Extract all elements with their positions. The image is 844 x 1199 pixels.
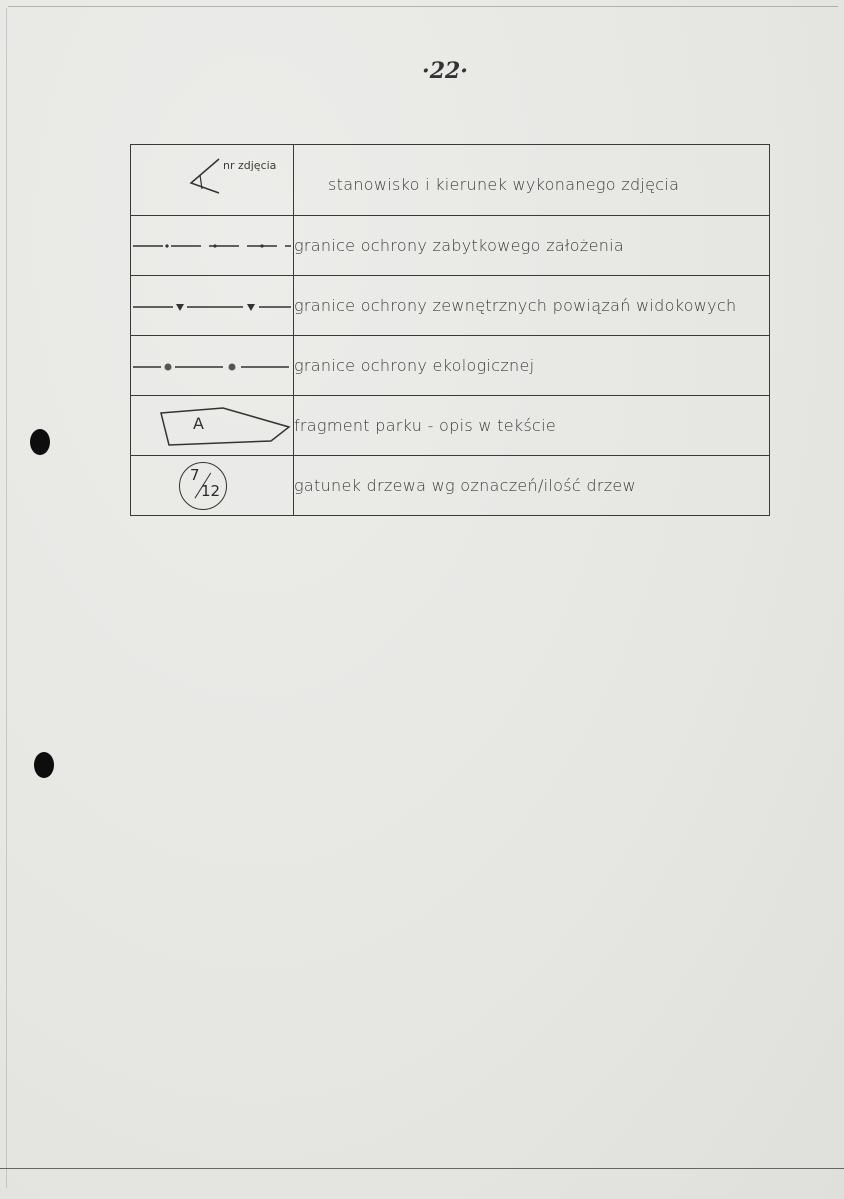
- legend-description: granice ochrony ekologicznej: [294, 336, 770, 396]
- legend-description: gatunek drzewa wg oznaczeń/ilość drzew: [294, 456, 770, 516]
- tree-circle-symbol: [131, 456, 294, 516]
- polygon-icon: [131, 397, 293, 455]
- dash-dot-line-symbol: [131, 216, 294, 276]
- legend-row-view-boundary: [131, 276, 770, 336]
- triangle-dash-line-symbol: [131, 276, 294, 336]
- legend-row-tree-species: [131, 456, 770, 516]
- page-left-edge: [6, 8, 7, 1188]
- page-bottom-rule: [0, 1168, 844, 1169]
- legend-table: [130, 144, 770, 516]
- legend-description: granice ochrony zabytkowego założenia: [294, 216, 770, 276]
- legend-description: stanowisko i kierunek wykonanego zdjęcia: [294, 145, 770, 216]
- legend-row-ecological-boundary: [131, 336, 770, 396]
- legend-row-park-fragment: [131, 396, 770, 456]
- punch-hole-upper: [30, 429, 50, 455]
- photo-number-label: nr zdjęcia: [223, 159, 277, 172]
- dash-dot-line-icon: [131, 217, 293, 275]
- legend-row-heritage-boundary: [131, 216, 770, 276]
- photo-viewpoint-symbol: [131, 145, 294, 216]
- punch-hole-lower: [34, 752, 54, 778]
- tree-species-number: 7: [190, 466, 200, 484]
- legend-description: fragment parku - opis w tekście: [294, 396, 770, 456]
- page-number: ·22·: [422, 58, 468, 84]
- legend-description: granice ochrony zewnętrznych powiązań widokowych: [294, 276, 770, 336]
- tree-count-number: 12: [201, 482, 221, 500]
- triangle-line-icon: [131, 277, 293, 335]
- circle-dash-line-symbol: [131, 336, 294, 396]
- park-fragment-symbol: [131, 396, 294, 456]
- tree-circle-icon: [179, 462, 227, 510]
- fragment-letter: A: [193, 414, 204, 433]
- legend-row-photo: [131, 145, 770, 216]
- page-top-edge: [8, 6, 838, 7]
- circle-line-icon: [131, 337, 293, 395]
